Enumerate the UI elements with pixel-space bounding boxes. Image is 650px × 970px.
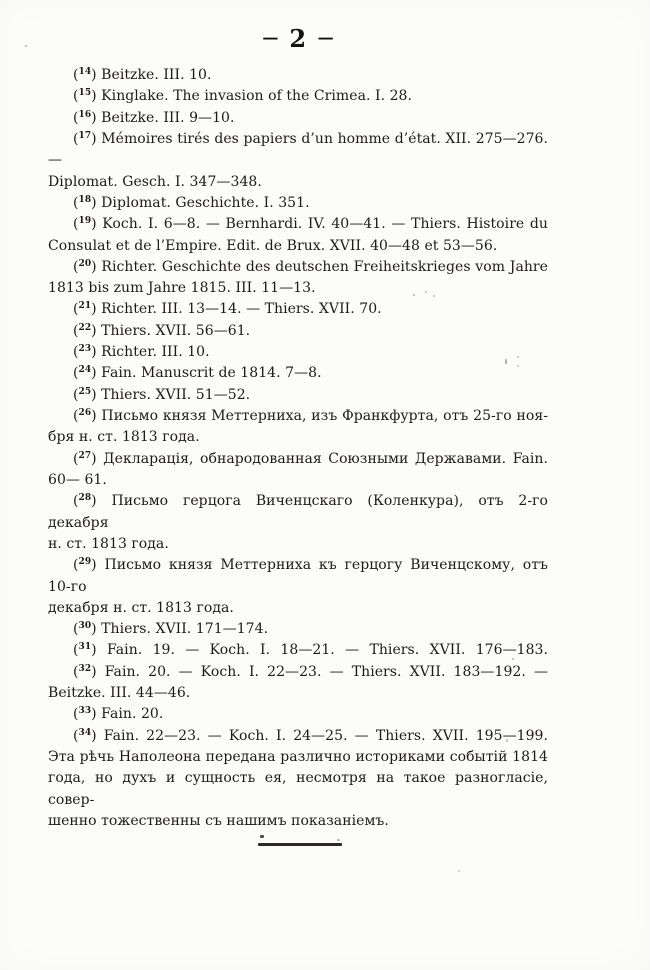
footnote-line: ($^{23}$) Richter. III. 10. bbox=[73, 344, 210, 361]
page-number-header bbox=[48, 24, 548, 53]
footnote-30 bbox=[48, 619, 548, 640]
footnote-marker: ($^{19}$) bbox=[73, 216, 97, 233]
footnote-marker: ($^{17}$) bbox=[73, 130, 97, 147]
footnote-marker: ($^{21}$) bbox=[73, 301, 97, 318]
footnote-line: ($^{22}$) Thiers. XVII. 56—61. bbox=[73, 322, 251, 339]
footnote-marker: ($^{30}$) bbox=[73, 621, 97, 638]
footnote-line: ($^{18}$) Diplomat. Geschichte. I. 351. bbox=[73, 194, 310, 211]
footnote-marker: ($^{32}$) bbox=[73, 663, 97, 680]
footnote-19 bbox=[48, 214, 548, 257]
scan-artifact bbox=[433, 295, 435, 297]
footnote-marker: ($^{34}$) bbox=[73, 727, 97, 744]
footnote-line: ($^{25}$) Thiers. XVII. 51—52. bbox=[73, 386, 251, 403]
footnote-31 bbox=[48, 640, 548, 661]
scan-artifact bbox=[512, 658, 514, 660]
footnote-marker: ($^{14}$) bbox=[73, 67, 97, 83]
footnote-line: ($^{21}$) Richter. III. 13—14. — Thiers. XVII. 70. bbox=[73, 301, 382, 318]
footnote-line: шенно тожественны съ нашимъ показаніемъ. bbox=[48, 812, 389, 829]
footnote-marker: ($^{29}$) bbox=[73, 557, 97, 574]
footnote-marker: ($^{15}$) bbox=[73, 88, 97, 105]
footnote-line: ($^{34}$) Fain. 22—23. — Koch. I. 24—25. — Thiers. XVII. 195—199. bbox=[73, 727, 548, 744]
footnote-marker: ($^{23}$) bbox=[73, 344, 97, 361]
scan-artifact bbox=[337, 839, 340, 841]
footnote-23 bbox=[48, 342, 548, 363]
footnote-line: ($^{16}$) Beitzke. III. 9—10. bbox=[73, 109, 235, 126]
footnote-marker: ($^{26}$) bbox=[73, 408, 97, 424]
footnote-marker: ($^{27}$) bbox=[73, 450, 97, 467]
footnote-line: 1813 bis zum Jahre 1815. III. 11—13. bbox=[48, 280, 316, 297]
header-right-dash: — bbox=[317, 28, 334, 47]
scan-artifact bbox=[458, 870, 460, 872]
footnote-line: ($^{32}$) Fain. 20. — Koch. I. 22—23. — Thiers. XVII. 183—192. — bbox=[73, 663, 548, 680]
footnote-marker: ($^{33}$) bbox=[73, 706, 97, 723]
footnote-marker: ($^{22}$) bbox=[73, 322, 97, 339]
footnote-line: ($^{27}$) Декларація, обнародованная Союзными Державами. Fain. bbox=[73, 450, 548, 467]
scan-artifact bbox=[517, 365, 519, 367]
footnote-marker: ($^{20}$) bbox=[73, 258, 97, 275]
scan-artifact bbox=[25, 45, 27, 47]
scan-artifact bbox=[260, 835, 264, 838]
footnote-line: декабря н. ст. 1813 года. bbox=[48, 599, 234, 616]
footnote-line: ($^{28}$) Письмо герцога Виченцскаго (Коленкура), отъ 2-го декабря bbox=[48, 493, 548, 531]
footnote-26 bbox=[48, 406, 548, 449]
footnote-line: ($^{20}$) Richter. Geschichte des deutschen Freiheitskrieges vom Jahre bbox=[73, 258, 548, 275]
footnote-line: 60— 61. bbox=[48, 471, 107, 488]
footnote-line: ($^{29}$) Письмо князя Меттерниха къ герцогу Виченцскому, отъ 10-го bbox=[48, 557, 548, 595]
footnote-line: ($^{26}$) Письмо князя Меттерниха, изъ Франкфурта, отъ 25-го ноя- bbox=[73, 408, 548, 424]
scan-artifact bbox=[505, 359, 507, 364]
footnote-32 bbox=[48, 662, 548, 705]
scan-artifact bbox=[425, 291, 427, 293]
footnote-line: Diplomat. Gesch. I. 347—348. bbox=[48, 173, 262, 190]
footnotes-list bbox=[48, 65, 548, 832]
footnote-27 bbox=[48, 449, 548, 492]
scan-artifact bbox=[517, 356, 519, 358]
scan-artifact bbox=[506, 739, 508, 742]
footnote-line: бря н. ст. 1813 года. bbox=[48, 429, 200, 446]
footnote-14 bbox=[48, 65, 548, 86]
footnote-18 bbox=[48, 193, 548, 214]
footnote-20 bbox=[48, 257, 548, 300]
footnote-marker: ($^{28}$) bbox=[73, 493, 97, 510]
footnote-line: ($^{31}$) Fain. 19. — Koch. I. 18—21. — Thiers. XVII. 176—183. bbox=[73, 642, 548, 659]
footnote-line: Consulat et de l’Empire. Edit. de Brux. XVII. 40—48 et 53—56. bbox=[48, 237, 498, 254]
footnote-line: н. ст. 1813 года. bbox=[48, 535, 169, 552]
footnote-line: Beitzke. III. 44—46. bbox=[48, 685, 191, 702]
footnote-16 bbox=[48, 108, 548, 129]
end-of-text-rule bbox=[258, 843, 342, 846]
footnote-33 bbox=[48, 704, 548, 725]
header-left-dash: — bbox=[262, 28, 279, 47]
footnote-28 bbox=[48, 491, 548, 555]
footnote-line: ($^{30}$) Thiers. XVII. 171—174. bbox=[73, 621, 269, 638]
footnote-marker: ($^{18}$) bbox=[73, 194, 97, 211]
footnote-17 bbox=[48, 129, 548, 193]
footnote-marker: ($^{24}$) bbox=[73, 365, 97, 382]
footnote-line: ($^{17}$) Mémoires tirés des papiers d’un homme d’état. XII. 275—276.— bbox=[48, 130, 548, 169]
page-number: 2 bbox=[289, 24, 307, 53]
scan-artifact bbox=[413, 294, 415, 296]
footnote-25 bbox=[48, 385, 548, 406]
footnote-line: ($^{14}$) Beitzke. III. 10. bbox=[73, 67, 212, 83]
footnote-line: Эта рѣчь Наполеона передана различно историками событій 1814 bbox=[48, 749, 548, 765]
footnote-15 bbox=[48, 86, 548, 107]
footnote-34 bbox=[48, 726, 548, 833]
footnote-24 bbox=[48, 363, 548, 384]
footnote-29 bbox=[48, 555, 548, 619]
footnote-21 bbox=[48, 299, 548, 320]
footnote-line: ($^{19}$) Koch. I. 6—8. — Bernhardi. IV. 40—41. — Thiers. Histoire du bbox=[73, 216, 548, 233]
footnote-line: года, но духъ и сущность ея, несмотря на такое разногласіе, совер- bbox=[48, 770, 548, 808]
footnote-line: ($^{24}$) Fain. Manuscrit de 1814. 7—8. bbox=[73, 365, 322, 382]
footnote-marker: ($^{25}$) bbox=[73, 386, 97, 403]
footnote-line: ($^{33}$) Fain. 20. bbox=[73, 706, 164, 723]
footnote-22 bbox=[48, 321, 548, 342]
footnote-marker: ($^{16}$) bbox=[73, 109, 97, 126]
footnote-marker: ($^{31}$) bbox=[73, 642, 97, 659]
footnote-line: ($^{15}$) Kinglake. The invasion of the Crimea. I. 28. bbox=[73, 88, 412, 105]
